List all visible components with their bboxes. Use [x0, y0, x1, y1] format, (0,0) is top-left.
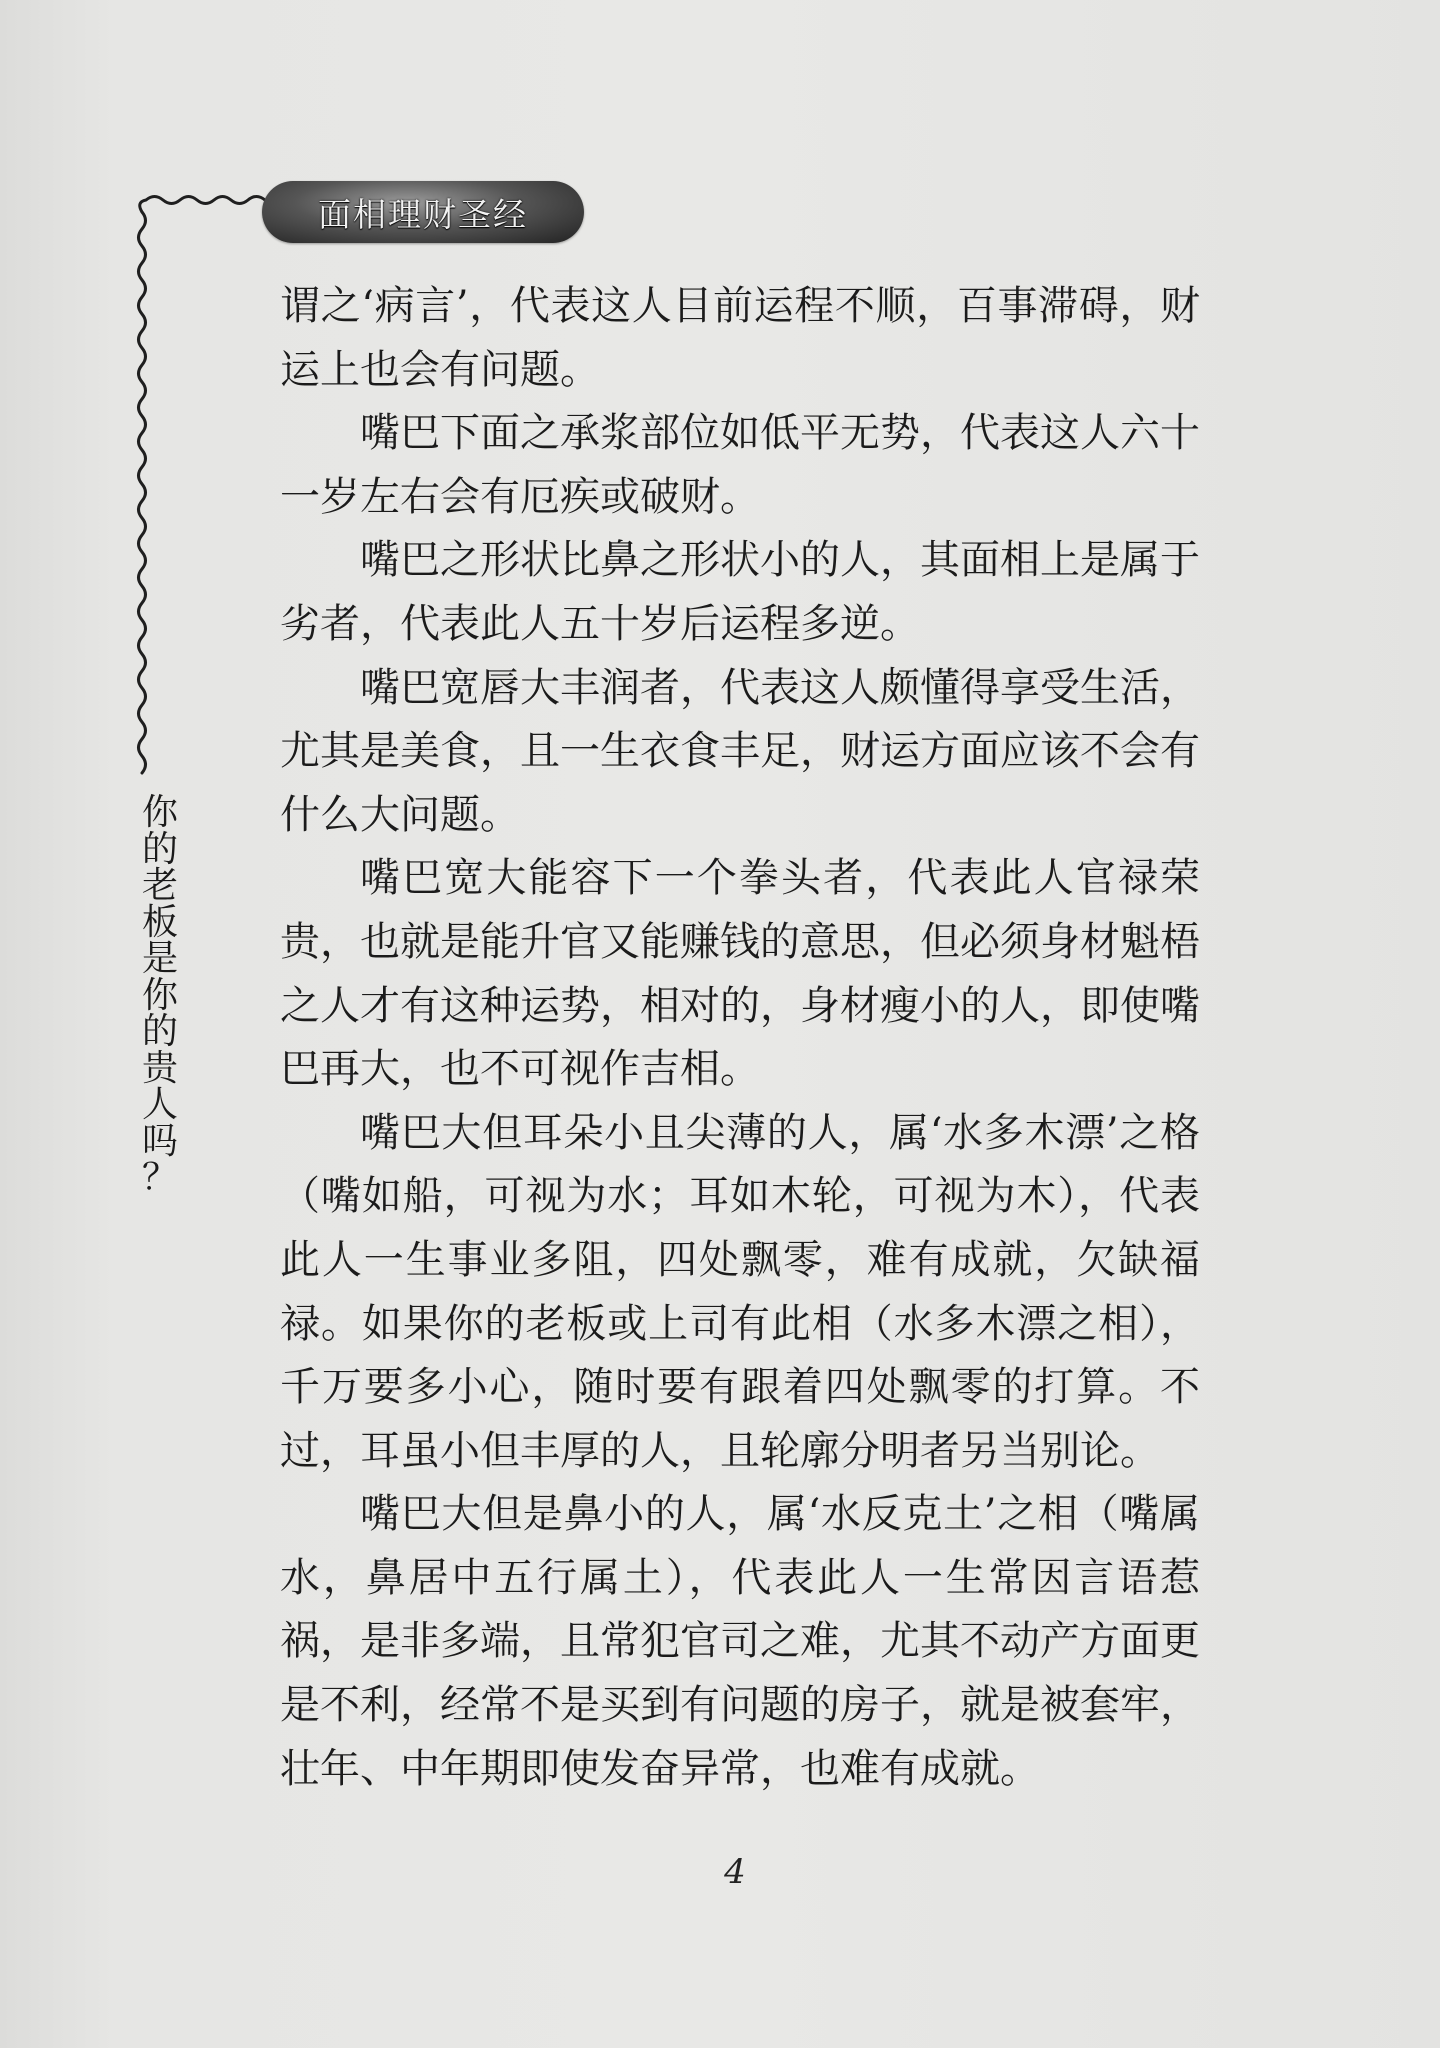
paragraph-1: 谓之‘病言’，代表这人目前运程不顺，百事滞碍，财运上也会有问题。 — [280, 283, 1200, 393]
page-number: 4 — [724, 1852, 746, 1892]
side-title-char: 人 — [141, 1084, 178, 1125]
paragraph-7: 嘴巴大但是鼻小的人，属‘水反克土’之相（嘴属水，鼻居中五行属土），代表此人一生常因言语惹祸，是非多端，且常犯官司之难，尤其不动产方面更是不利，经常不是买到有问题的房子，就是被套牢，壮年、中年期即使发奋异常，也难有成就。 — [280, 1491, 1200, 1792]
side-title-char: ？ — [141, 1157, 178, 1198]
side-vertical-title — [135, 792, 185, 1198]
header-title: 面相理财圣经 — [318, 194, 528, 234]
side-title-char: 贵 — [141, 1047, 178, 1089]
body-text — [280, 275, 1200, 1801]
side-title-char: 是 — [141, 938, 178, 979]
paragraph-6: 嘴巴大但耳朵小且尖薄的人，属‘水多木漂’之格（嘴如船，可视为水；耳如木轮，可视为木），代表此人一生事业多阻，四处飘零，难有成就，欠缺福禄。如果你的老板或上司有此相（水多木漂之相），千万要多小心，随时要有跟着四处飘零的打算。不过，耳虽小但丰厚的人，且轮廓分明者另当别论。 — [280, 1109, 1200, 1474]
side-title-char: 的 — [141, 828, 178, 870]
paragraph-2: 嘴巴下面之承浆部位如低平无势，代表这人六十一岁左右会有厄疾或破财。 — [280, 410, 1200, 520]
paragraph-4: 嘴巴宽唇大丰润者，代表这人颇懂得享受生活，尤其是美食，且一生衣食丰足，财运方面应该不会有什么大问题。 — [280, 664, 1200, 838]
side-title-char: 的 — [141, 1011, 178, 1052]
paragraph-5: 嘴巴宽大能容下一个拳头者，代表此人官禄荣贵，也就是能升官又能赚钱的意思，但必须身材魁梧之人才有这种运势，相对的，身材瘦小的人，即使嘴巴再大，也不可视作吉相。 — [280, 855, 1200, 1093]
header-pill — [262, 181, 584, 243]
side-title-char: 你 — [141, 792, 178, 833]
side-title-char: 吗 — [141, 1120, 178, 1162]
paragraph-3: 嘴巴之形状比鼻之形状小的人，其面相上是属于劣者，代表此人五十岁后运程多逆。 — [280, 537, 1200, 647]
wavy-border-horizontal — [140, 197, 265, 213]
side-title-char: 老 — [141, 865, 178, 906]
side-title-char: 板 — [141, 901, 178, 943]
side-title-char: 你 — [141, 974, 178, 1016]
wavy-border-vertical — [139, 212, 146, 773]
